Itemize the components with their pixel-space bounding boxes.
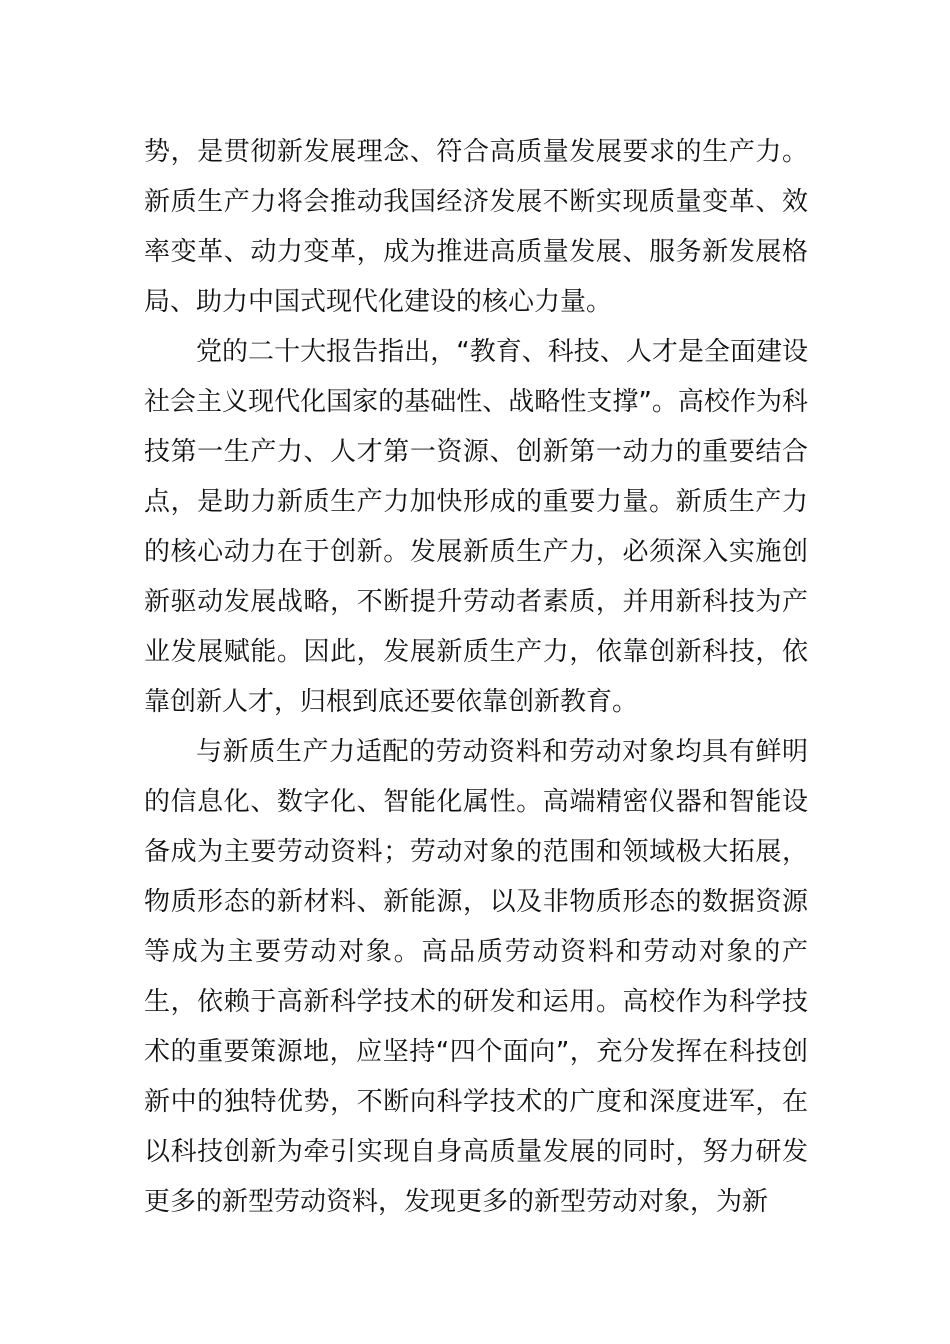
document-body [144,127,808,1227]
paragraph-labor-materials: 与新质生产力适配的劳动资料和劳动对象均具有鲜明的信息化、数字化、智能化属性。高端精密仪器和智能设备成为主要劳动资料；劳动对象的范围和领域极大拓展，物质形态的新材料、新能源，以及非物质形态的数据资源等成为主要劳动对象。高品质劳动资料和劳动对象的产生，依赖于高新科学技术的研发和运用。高校作为科学技术的重要策源地，应坚持“四个面向”，充分发挥在科技创新中的独特优势，不断向科学技术的广度和深度进军，在以科技创新为牵引实现自身高质量发展的同时，努力研发更多的新型劳动资料，发现更多的新型劳动对象，为新 [144,737,808,1217]
paragraph-education-science-talent: 党的二十大报告指出，“教育、科技、人才是全面建设社会主义现代化国家的基础性、战略性支撑”。高校作为科技第一生产力、人才第一资源、创新第一动力的重要结合点，是助力新质生产力加快形成的重要力量。新质生产力的核心动力在于创新。发展新质生产力，必须深入实施创新驱动发展战略，不断提升劳动者素质，并用新科技为产业发展赋能。因此，发展新质生产力，依靠创新科技，依靠创新人才，归根到底还要依靠创新教育。 [144,337,808,717]
paragraph-continuation: 势，是贯彻新发展理念、符合高质量发展要求的生产力。新质生产力将会推动我国经济发展不断实现质量变革、效率变革、动力变革，成为推进高质量发展、服务新发展格局、助力中国式现代化建设的核心力量。 [144,137,808,317]
